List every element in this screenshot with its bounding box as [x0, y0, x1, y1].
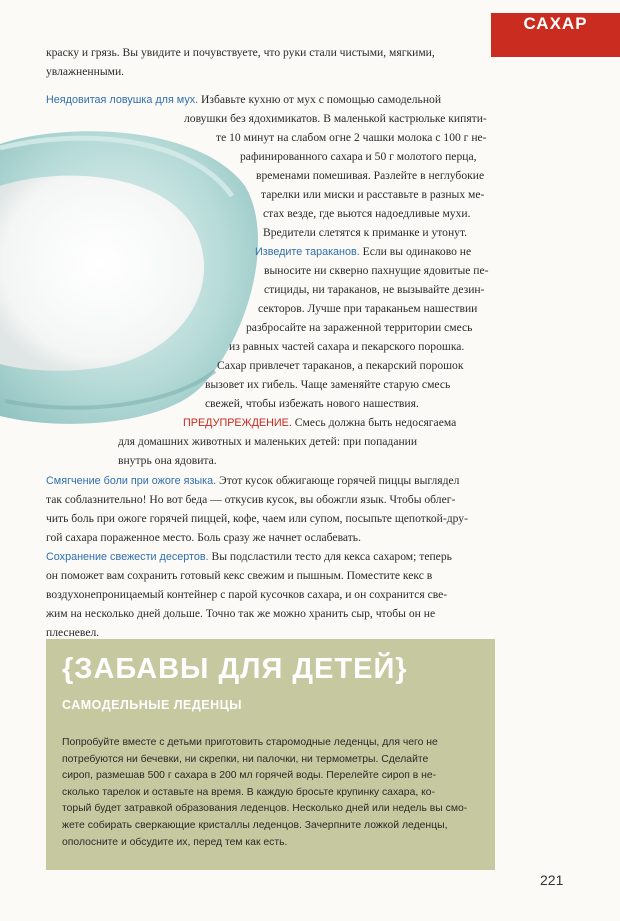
paragraph-line: плесневел. — [46, 626, 100, 639]
kids-box-title: {ЗАБАВЫ ДЛЯ ДЕТЕЙ} — [62, 653, 408, 685]
box-line: торый будет затравкой образования леденцов. Несколько дней или недель вы смо- — [62, 803, 468, 815]
paragraph-line: стициды, ни тараканов, не вызывайте дезин- — [264, 283, 485, 296]
paragraph-line: выносите ни скверно пахнущие ядовитые пе- — [264, 264, 489, 277]
paragraph-line: для домашних животных и маленьких детей: при попадании — [118, 435, 418, 448]
paragraph-line: внутрь она ядовита. — [118, 454, 217, 467]
paragraph-line: он поможет вам сохранить готовый кекс свежим и пышным. Поместите кекс в — [46, 569, 433, 582]
box-line: сироп, размешав 500 г сахара в 200 мл горячей воды. Перелейте сироп в не- — [62, 770, 437, 782]
kids-fun-box — [46, 639, 495, 870]
paragraph-line: стах везде, где вьются надоедливые мухи. — [263, 207, 471, 220]
paragraph-line: разбросайте на зараженной территории смесь — [246, 321, 473, 334]
paragraph-line — [183, 414, 456, 433]
cockroach-heading: Изведите тараканов. — [255, 246, 360, 258]
paragraph-text: Смесь должна быть недосягаема — [291, 416, 457, 429]
paragraph-text: Избавьте кухню от мух с помощью самодельной — [198, 93, 442, 106]
warning-heading: ПРЕДУПРЕЖДЕНИЕ. — [183, 417, 292, 429]
paragraph-line — [46, 548, 452, 567]
tongue-burn-heading: Смягчение боли при ожоге языка. — [46, 475, 217, 487]
paragraph-text: Если вы одинаково не — [359, 245, 472, 258]
paragraph-line: из равных частей сахара и пекарского порошка. — [229, 340, 465, 353]
paragraph-line: временами помешивая. Разлейте в неглубокие — [256, 169, 485, 182]
box-line: жете собирать сверкающие кристаллы леденцов. Зачерпните ложкой леденцы, — [62, 819, 448, 831]
paragraph-line: гой сахара пораженное место. Боль сразу же начнет ослабевать. — [46, 531, 361, 544]
paragraph-line: увлажненными. — [46, 65, 125, 78]
paragraph-line: воздухонепроницаемый контейнер с парой кусочков сахара, и он сохранится све- — [46, 588, 448, 601]
paragraph-line: тарелки или миски и расставьте в разных ме- — [261, 188, 485, 201]
page-number: 221 — [540, 872, 564, 888]
paragraph-line: чить боль при ожоге горячей пиццей, кофе, чаем или супом, посыпьте щепоткой-дру- — [46, 512, 468, 525]
paragraph-line: те 10 минут на слабом огне 2 чашки молока с 100 г не- — [216, 131, 487, 144]
paragraph-line — [46, 472, 459, 491]
paragraph-text: Этот кусок обжигающе горячей пиццы выглядел — [216, 474, 460, 487]
section-title: САХАР — [523, 14, 588, 33]
kids-box-subtitle: САМОДЕЛЬНЫЕ ЛЕДЕНЦЫ — [62, 698, 243, 712]
kids-box-text — [62, 735, 488, 851]
paragraph-line: Вредители слетятся к приманке и утонут. — [263, 226, 468, 239]
box-line: Попробуйте вместе с детьми приготовить старомодные леденцы, для чего не — [62, 737, 438, 748]
paragraph-line — [255, 243, 471, 262]
paragraph-line: вызовет их гибель. Чаще заменяйте старую смесь — [205, 378, 451, 391]
paragraph-line: секторов. Лучше при тараканьем нашествии — [258, 302, 478, 315]
box-line: ополосните и обсудите их, перед тем как есть. — [62, 836, 288, 848]
fly-trap-heading: Неядовитая ловушка для мух. — [46, 94, 199, 106]
paragraph-line: свежей, чтобы избежать нового нашествия. — [205, 397, 419, 410]
paragraph-line: рафинированного сахара и 50 г молотого перца, — [240, 150, 477, 163]
paragraph-line: ловушки без ядохимикатов. В маленькой кастрюльке кипяти- — [184, 112, 487, 125]
box-line: потребуются ни бечевки, ни скрепки, ни палочки, ни термометры. Сделайте — [62, 753, 429, 765]
paragraph-line — [46, 91, 441, 110]
paragraph-line: краску и грязь. Вы увидите и почувствуете, что руки стали чистыми, мягкими, — [46, 46, 435, 59]
section-tab — [491, 13, 620, 57]
box-line: сколько тарелок и оставьте на время. В каждую бросьте крупинку сахара, ко- — [62, 786, 436, 798]
dessert-freshness-heading: Сохранение свежести десертов. — [46, 551, 209, 563]
paragraph-text: Вы подсластили тесто для кекса сахаром; теперь — [208, 550, 452, 563]
paragraph-line: Сахар привлечет тараканов, а пекарский порошок — [217, 359, 464, 372]
paragraph-line: так соблазнительно! Но вот беда — откусив кусок, вы обожгли язык. Чтобы облег- — [46, 493, 456, 506]
paragraph-line: жим на несколько дней дольше. Точно так же можно хранить сыр, чтобы он не — [46, 607, 436, 620]
